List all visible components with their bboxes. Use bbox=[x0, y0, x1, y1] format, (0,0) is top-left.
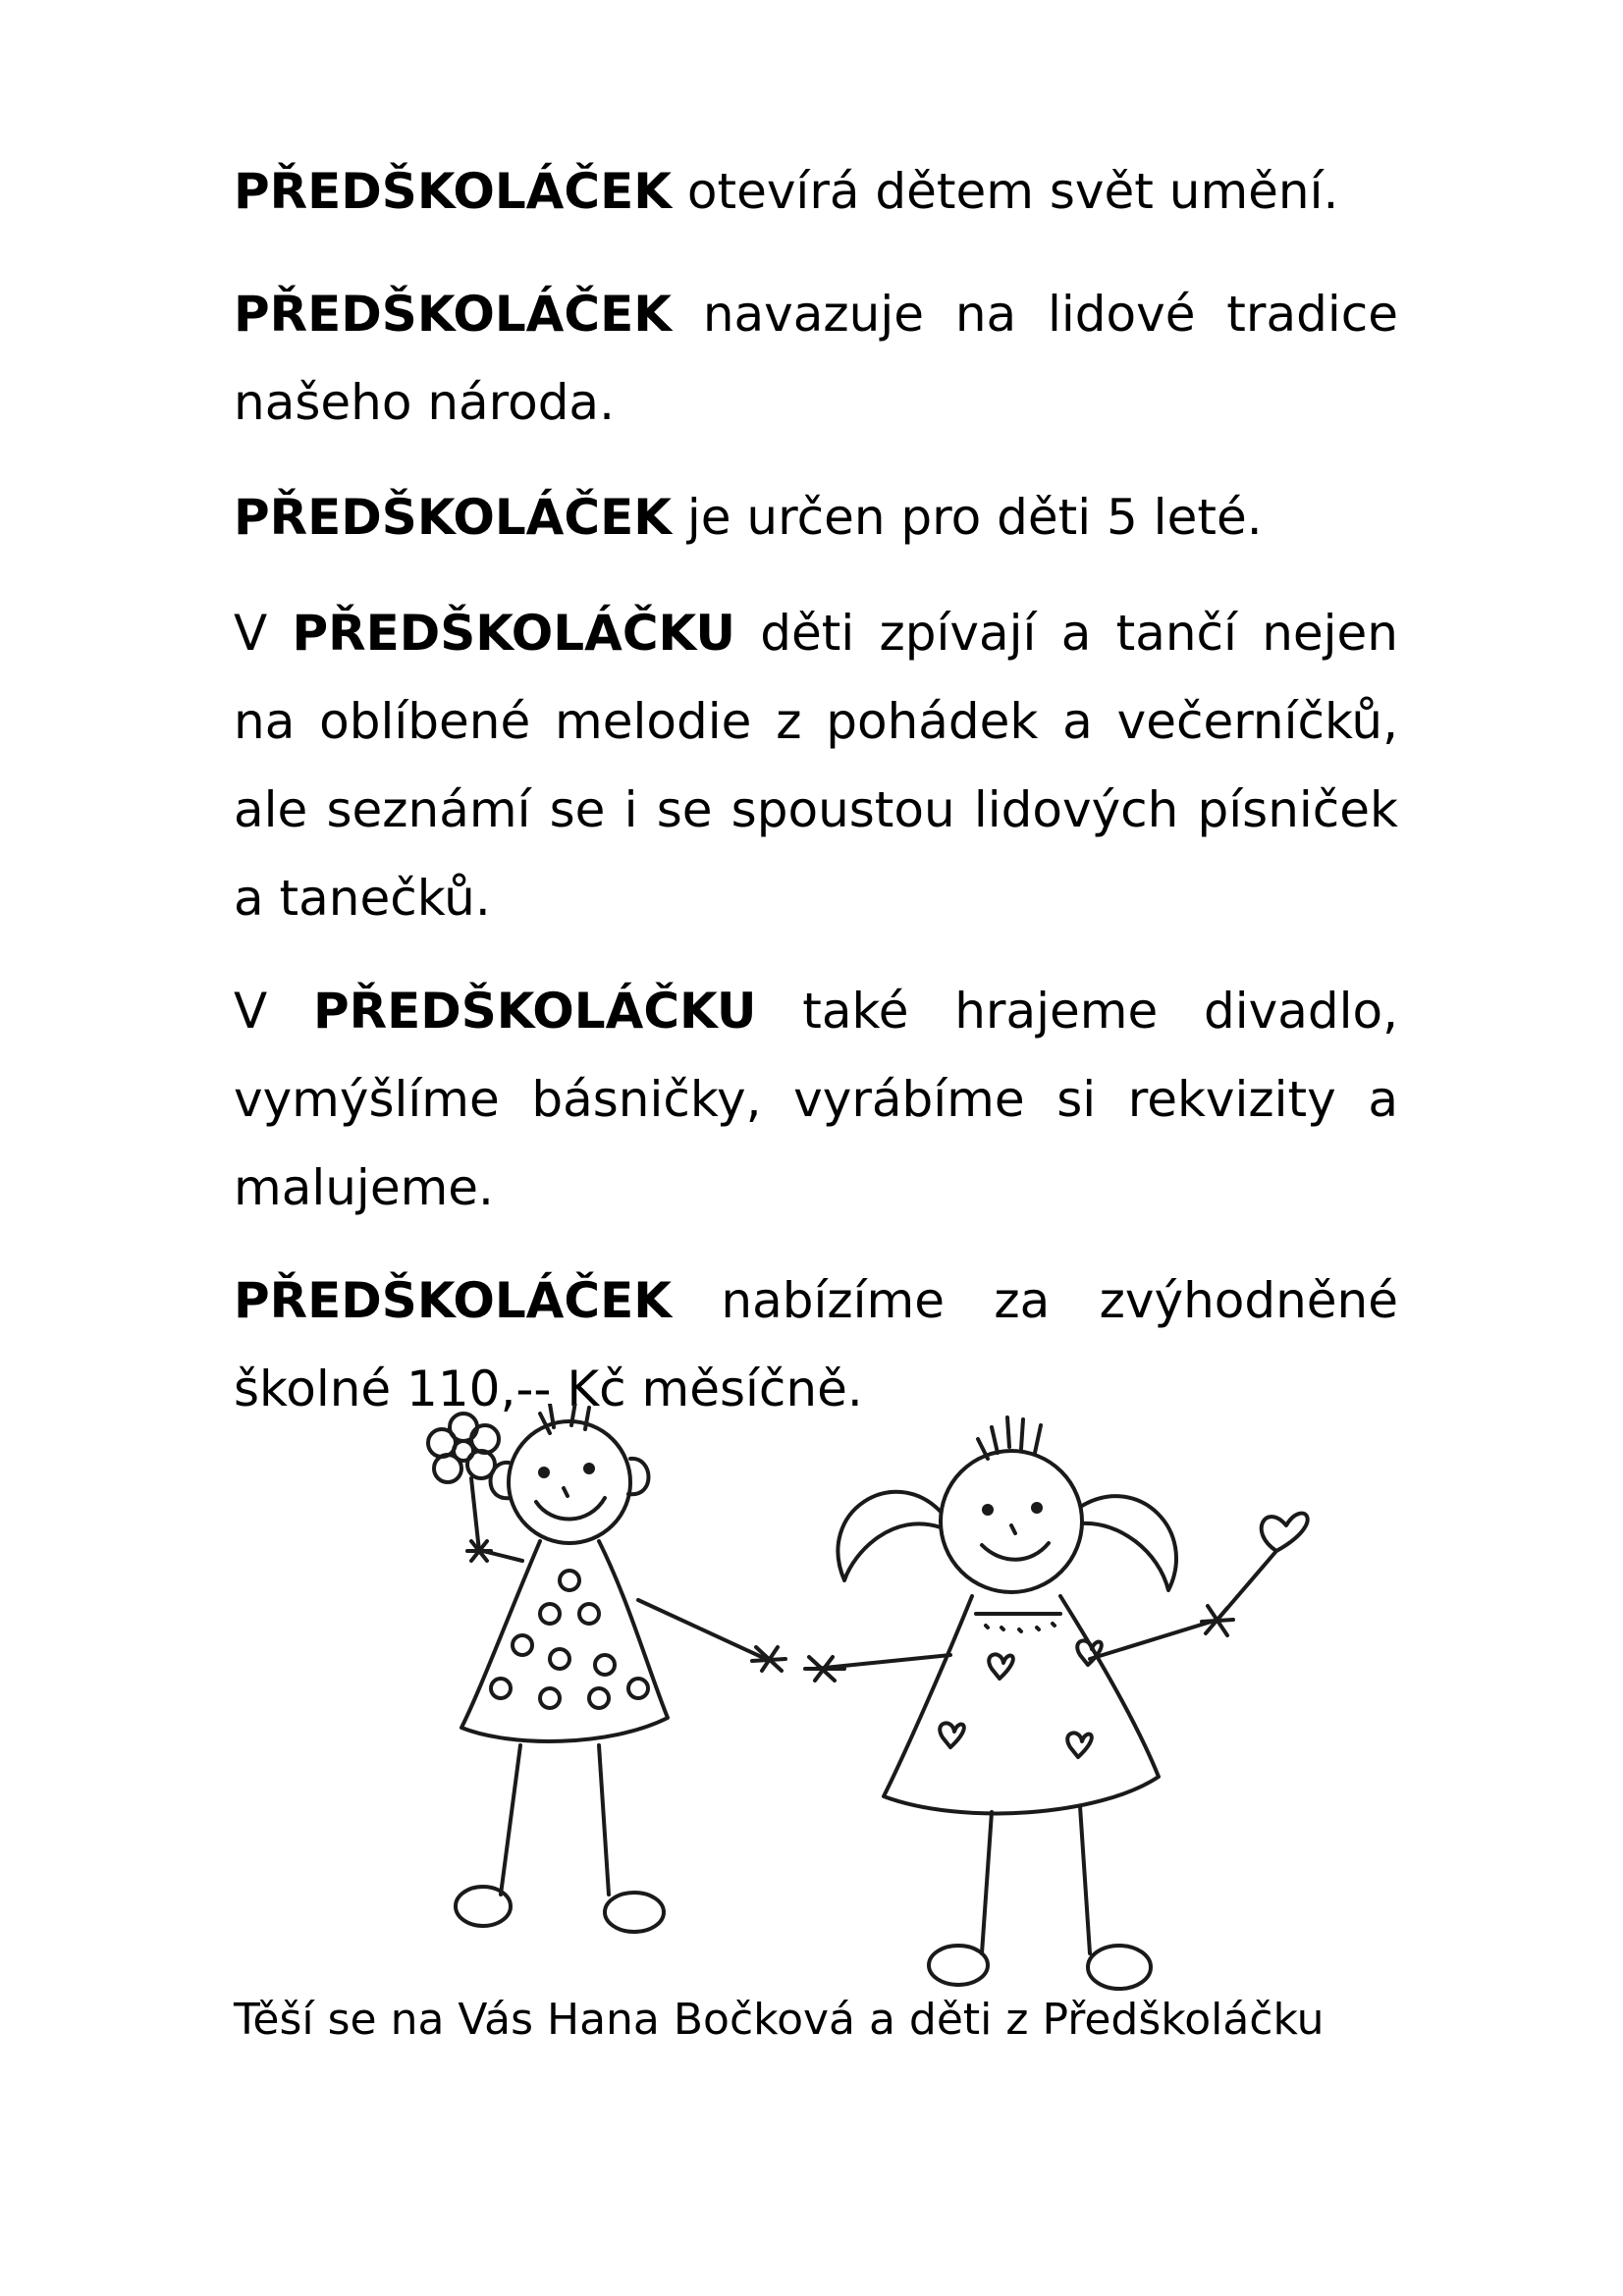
paragraph-prefix: V bbox=[234, 605, 293, 662]
paragraph-text: také hrajeme divadlo, vymýšlíme básničky, vyrábíme si rekvizity a malujeme. bbox=[234, 983, 1398, 1216]
right-child-figure bbox=[805, 1417, 1308, 1989]
program-name: PŘEDŠKOLÁČKU bbox=[312, 983, 757, 1040]
program-name: PŘEDŠKOLÁČEK bbox=[234, 163, 672, 220]
flower-icon bbox=[428, 1414, 499, 1561]
paragraph-intro bbox=[234, 147, 1398, 236]
program-name: PŘEDŠKOLÁČEK bbox=[234, 286, 672, 343]
paragraph-text: nabízíme za zvýhodněné školné 110,-- Kč měsíčně. bbox=[234, 1272, 1398, 1417]
signature-line: Těší se na Vás Hana Bočková a děti z Předškoláčku bbox=[234, 1995, 1325, 2045]
program-name: PŘEDŠKOLÁČEK bbox=[234, 1272, 672, 1329]
program-name: PŘEDŠKOLÁČEK bbox=[234, 489, 672, 546]
paragraph-text: otevírá dětem svět umění. bbox=[671, 163, 1339, 220]
children-drawing-illustration bbox=[412, 1404, 1355, 1993]
paragraph-singing-dancing bbox=[234, 589, 1398, 942]
paragraph-traditions bbox=[234, 270, 1398, 447]
paragraph-text: děti zpívají a tančí nejen na oblíbené melodie z pohádek a večerníčků, ale seznámí se i se spoustou lidových písniček a tanečků. bbox=[234, 605, 1398, 927]
paragraph-text: je určen pro děti 5 leté. bbox=[671, 489, 1263, 546]
program-name: PŘEDŠKOLÁČKU bbox=[292, 605, 736, 662]
paragraph-text: navazuje na lidové tradice našeho národa. bbox=[234, 286, 1398, 431]
left-child-figure bbox=[456, 1404, 785, 1932]
paragraph-prefix: V bbox=[234, 983, 313, 1040]
paragraph-age bbox=[234, 473, 1398, 561]
paragraph-theatre bbox=[234, 967, 1398, 1232]
